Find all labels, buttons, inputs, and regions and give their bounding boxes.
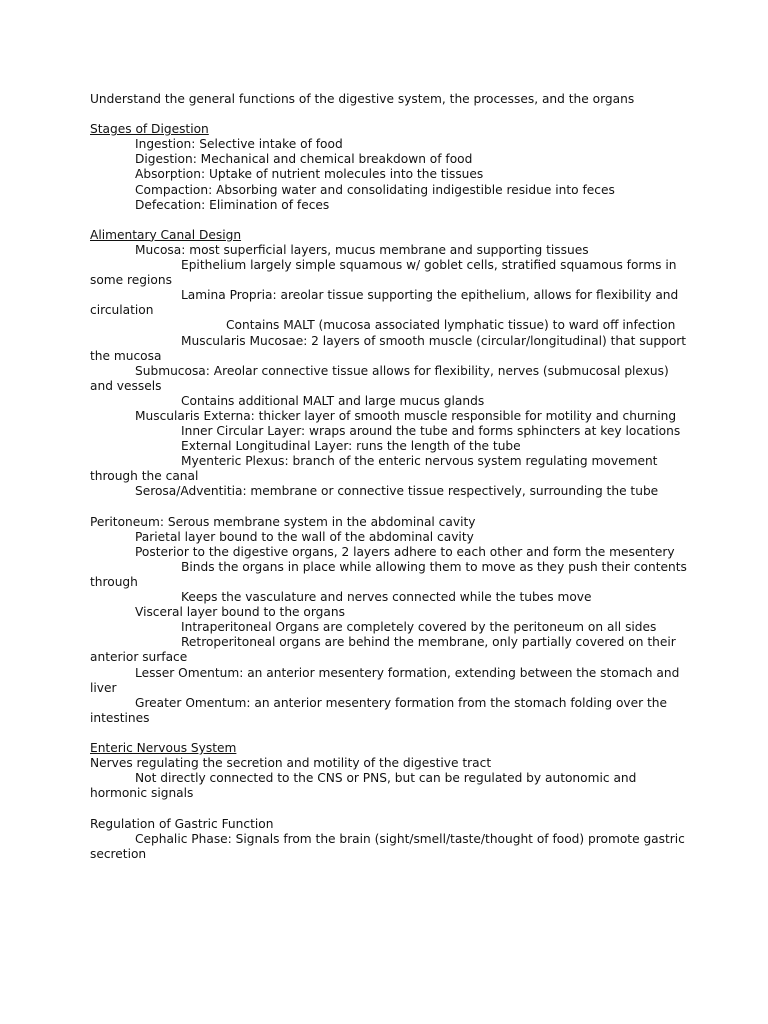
outline-line: Muscularis Mucosae: 2 layers of smooth muscle (circular/longitudinal) that support the mucosa xyxy=(90,333,690,363)
blank-line xyxy=(90,726,690,741)
section-heading: Enteric Nervous System xyxy=(90,741,237,756)
outline-line: Digestion: Mechanical and chemical breakdown of food xyxy=(135,152,473,167)
section-heading: Stages of Digestion xyxy=(90,122,209,137)
section-heading: Alimentary Canal Design xyxy=(90,227,242,242)
outline-line: External Longitudinal Layer: runs the length of the tube xyxy=(181,439,521,454)
outline-line: Retroperitoneal organs are behind the membrane, only partially covered on their anterior surface xyxy=(90,635,680,665)
outline-line: Keeps the vasculature and nerves connected while the tubes move xyxy=(181,590,592,605)
outline-line: Submucosa: Areolar connective tissue allows for flexibility, nerves (submucosal plexus) and vessels xyxy=(90,363,673,393)
outline-line: Not directly connected to the CNS or PNS, but can be regulated by autonomic and hormonic signals xyxy=(90,771,641,801)
outline-line: Myenteric Plexus: branch of the enteric nervous system regulating movement through the canal xyxy=(90,454,662,484)
outline-line: Mucosa: most superficial layers, mucus membrane and supporting tissues xyxy=(135,242,589,257)
outline-line: Inner Circular Layer: wraps around the tube and forms sphincters at key locations xyxy=(181,424,681,439)
document-body xyxy=(90,92,690,862)
outline-line: Cephalic Phase: Signals from the brain (sight/smell/taste/thought of food) promote gastric secretion xyxy=(90,831,689,861)
outline-line: Ingestion: Selective intake of food xyxy=(135,137,343,152)
blank-line xyxy=(90,213,690,228)
outline-line: Lamina Propria: areolar tissue supporting the epithelium, allows for flexibility and circulation xyxy=(90,288,683,318)
outline-line: Intraperitoneal Organs are completely covered by the peritoneum on all sides xyxy=(181,620,657,635)
outline-line: Peritoneum: Serous membrane system in the abdominal cavity xyxy=(90,514,476,529)
outline-line: Regulation of Gastric Function xyxy=(90,816,274,831)
outline-line: Defecation: Elimination of feces xyxy=(135,197,330,212)
outline-line: Posterior to the digestive organs, 2 layers adhere to each other and form the mesentery xyxy=(135,544,675,559)
outline-line: Serosa/Adventitia: membrane or connective tissue respectively, surrounding the tube xyxy=(135,484,659,499)
outline-line: Contains additional MALT and large mucus glands xyxy=(181,393,485,408)
outline-line: Epithelium largely simple squamous w/ goblet cells, stratified squamous forms in some regions xyxy=(90,258,681,288)
outline-line: Binds the organs in place while allowing them to move as they push their contents through xyxy=(90,559,691,589)
outline-line: Absorption: Uptake of nutrient molecules into the tissues xyxy=(135,167,484,182)
blank-line xyxy=(90,107,690,122)
outline-line: Visceral layer bound to the organs xyxy=(135,605,345,620)
outline-line: Contains MALT (mucosa associated lymphatic tissue) to ward off infection xyxy=(226,318,676,333)
outline-line: Understand the general functions of the digestive system, the processes, and the organs xyxy=(90,92,635,106)
outline-line: Lesser Omentum: an anterior mesentery formation, extending between the stomach and liver xyxy=(90,665,684,695)
outline-line: Parietal layer bound to the wall of the abdominal cavity xyxy=(135,529,474,544)
outline-line: Compaction: Absorbing water and consolidating indigestible residue into feces xyxy=(135,182,615,197)
outline-line: Greater Omentum: an anterior mesentery formation from the stomach folding over the intestines xyxy=(90,695,671,725)
blank-line xyxy=(90,500,690,515)
outline-line: Nerves regulating the secretion and motility of the digestive tract xyxy=(90,756,492,771)
outline-line: Muscularis Externa: thicker layer of smooth muscle responsible for motility and churning xyxy=(135,408,677,423)
blank-line xyxy=(90,801,690,816)
